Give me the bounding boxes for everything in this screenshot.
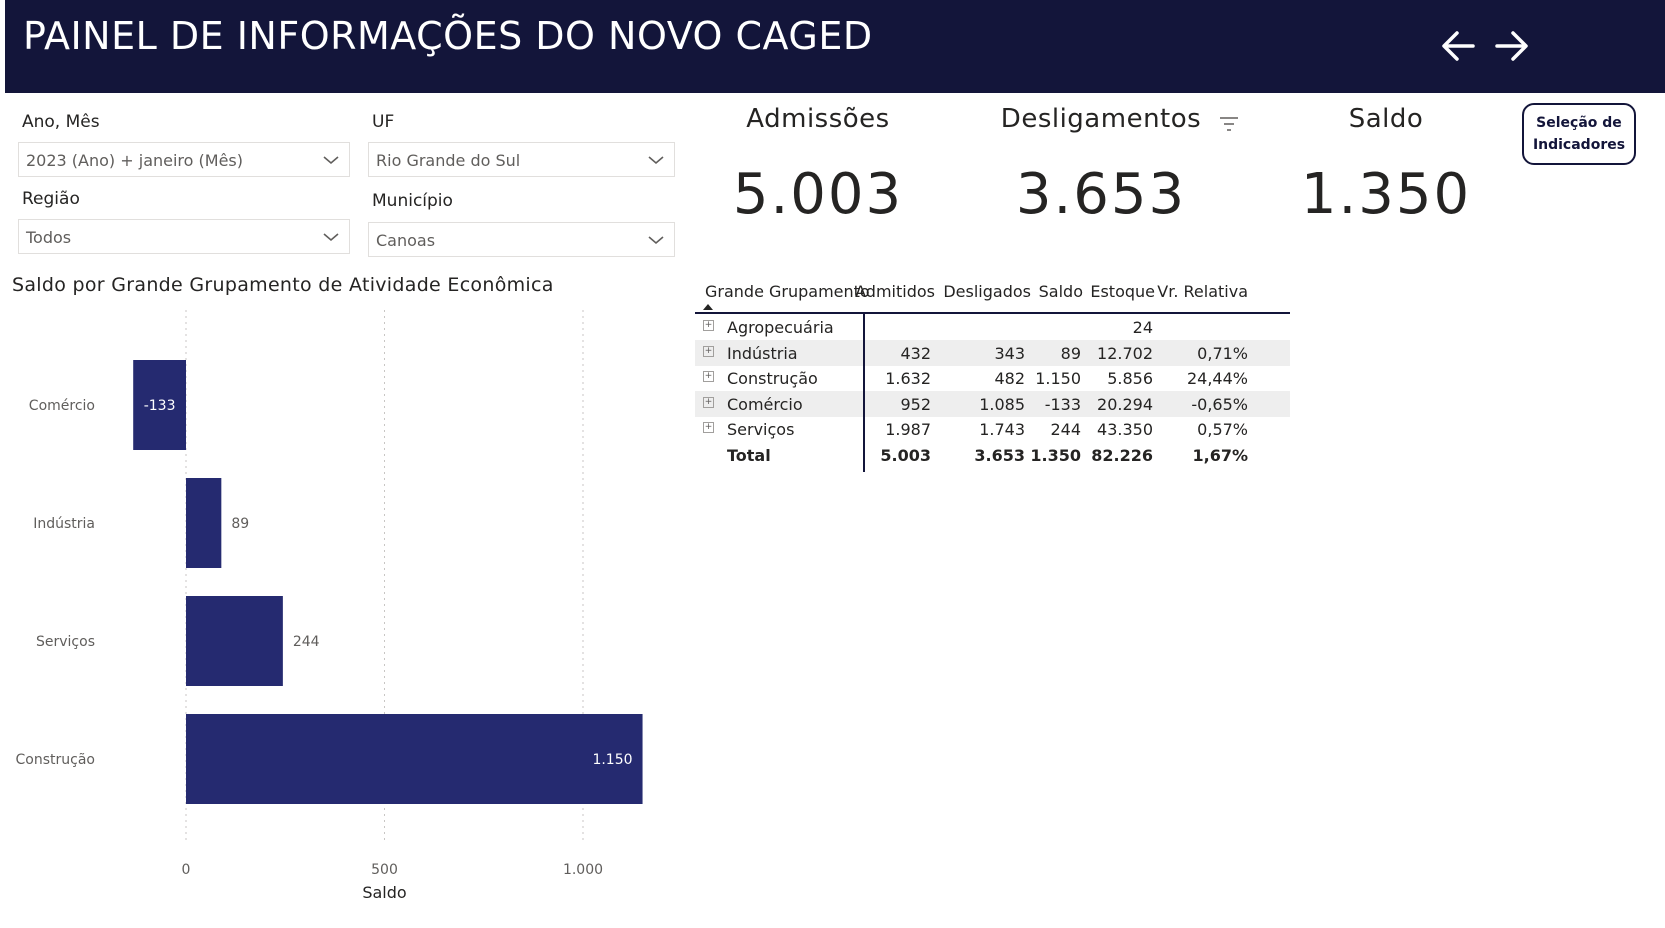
cell-estoque: 20.294	[1097, 394, 1153, 414]
row-label: Indústria	[727, 343, 798, 363]
total-desligados: 3.653	[974, 445, 1025, 465]
x-axis-title: Saldo	[362, 883, 407, 902]
desligamentos-kpi-value: 3.653	[1015, 162, 1187, 227]
matrix-header-3[interactable]: Saldo	[1038, 282, 1083, 301]
regiao-label: Região	[22, 189, 80, 209]
plus-square-icon[interactable]: +	[704, 345, 713, 356]
category-label: Indústria	[33, 516, 95, 532]
cell-desligados: 1.085	[979, 394, 1025, 414]
table-row	[695, 416, 1290, 442]
matrix-row-divider	[863, 314, 865, 472]
cell-saldo: 1.150	[1035, 369, 1081, 388]
bar	[186, 596, 283, 686]
page-title: PAINEL DE INFORMAÇÕES DO NOVO CAGED	[23, 14, 873, 58]
plus-square-icon[interactable]: +	[704, 422, 713, 432]
matrix-header-0[interactable]: Grande Grupamento	[705, 282, 870, 301]
chart-bars	[133, 360, 642, 804]
total-saldo: 1.350	[1030, 445, 1081, 465]
bar	[186, 714, 643, 804]
selecao-indicadores-button[interactable]	[1522, 103, 1636, 165]
category-label: Comércio	[28, 398, 95, 414]
cell-estoque: 24	[1132, 318, 1153, 337]
cell-vr: -0,65%	[1191, 394, 1248, 414]
filter-icon[interactable]	[1218, 114, 1240, 134]
plus-square-icon[interactable]: +	[704, 396, 713, 407]
ano-mes-dropdown[interactable]	[18, 142, 350, 177]
ano-mes-value: 2023 (Ano) + janeiro (Mês)	[26, 151, 243, 170]
uf-value: Rio Grande do Sul	[376, 151, 521, 170]
total-estoque: 82.226	[1091, 445, 1153, 465]
regiao-dropdown[interactable]	[18, 219, 350, 254]
cell-vr: 0,71%	[1197, 343, 1248, 363]
data-label: 89	[231, 516, 250, 532]
desligamentos-kpi-label: Desligamentos	[1000, 104, 1202, 134]
uf-dropdown[interactable]	[368, 142, 675, 177]
table-row	[695, 340, 1290, 366]
sort-ascending-icon[interactable]	[703, 304, 713, 310]
saldo-kpi-value: 1.350	[1300, 162, 1472, 227]
row-label: Serviços	[727, 420, 795, 439]
row-label: Construção	[727, 369, 818, 388]
municipio-value: Canoas	[376, 231, 436, 250]
total-row	[695, 442, 1290, 468]
matrix-header-row	[695, 278, 1290, 304]
admissoes-kpi-value: 5.003	[732, 162, 904, 227]
matrix-header-4[interactable]: Estoque	[1090, 282, 1155, 301]
data-label: 1.150	[592, 752, 633, 768]
table-row	[695, 314, 1290, 340]
chevron-down-icon	[646, 150, 666, 170]
chart-title: Saldo por Grande Grupamento de Atividade Econômica	[12, 274, 554, 296]
plus-square-icon[interactable]: +	[704, 320, 713, 330]
cell-estoque: 12.702	[1097, 343, 1153, 363]
cell-saldo: 89	[1060, 343, 1081, 363]
category-label: Serviços	[36, 634, 95, 650]
cell-desligados: 343	[994, 343, 1025, 363]
total-label: Total	[727, 445, 771, 465]
row-label: Comércio	[727, 394, 803, 414]
selecao-button-line1: Seleção de	[1536, 115, 1622, 131]
table-row	[695, 365, 1290, 391]
cell-estoque: 43.350	[1097, 420, 1153, 439]
table-row	[695, 391, 1290, 417]
cell-estoque: 5.856	[1107, 369, 1153, 388]
municipio-dropdown[interactable]	[368, 222, 675, 257]
data-label: -133	[143, 398, 176, 414]
plus-square-icon[interactable]: +	[704, 371, 713, 381]
forward-button[interactable]	[1489, 24, 1533, 68]
cell-admitidos: 1.987	[885, 420, 931, 439]
ano-mes-label: Ano, Mês	[22, 112, 100, 132]
x-tick-label: 1.000	[562, 862, 604, 878]
regiao-value: Todos	[26, 228, 72, 247]
municipio-label: Município	[372, 191, 453, 211]
report-header	[5, 0, 1665, 93]
bar	[186, 478, 221, 568]
total-vr: 1,67%	[1192, 445, 1248, 465]
data-label: 244	[292, 634, 320, 650]
cell-admitidos: 432	[900, 343, 931, 363]
back-button[interactable]	[1437, 24, 1481, 68]
chevron-down-icon	[646, 230, 666, 250]
uf-label: UF	[372, 112, 395, 132]
selecao-button-line2: Indicadores	[1532, 137, 1626, 153]
category-label: Construção	[15, 752, 95, 768]
x-tick-label: 0	[181, 862, 191, 878]
chevron-down-icon	[321, 150, 341, 170]
matrix-header-5[interactable]: Vr. Relativa	[1157, 282, 1248, 301]
cell-vr: 0,57%	[1197, 420, 1248, 439]
admissoes-kpi-label: Admissões	[746, 104, 890, 134]
arrow-right-icon	[1489, 24, 1533, 68]
cell-admitidos: 952	[900, 394, 931, 414]
matrix-header-1[interactable]: Admitidos	[855, 282, 935, 301]
x-tick-label: 500	[371, 862, 398, 878]
saldo-bar-chart	[0, 300, 660, 915]
saldo-kpi-label: Saldo	[1348, 104, 1424, 134]
arrow-left-icon	[1437, 24, 1481, 68]
matrix-header-divider	[695, 312, 1290, 314]
cell-vr: 24,44%	[1186, 369, 1248, 388]
cell-admitidos: 1.632	[885, 369, 931, 388]
chart-labels	[16, 398, 633, 902]
total-admitidos: 5.003	[880, 445, 931, 465]
cell-saldo: 244	[1050, 420, 1081, 439]
cell-desligados: 482	[994, 369, 1025, 388]
row-label: Agropecuária	[727, 318, 834, 337]
matrix-header-2[interactable]: Desligados	[943, 282, 1031, 301]
cell-desligados: 1.743	[979, 420, 1025, 439]
chevron-down-icon	[321, 227, 341, 247]
cell-saldo: -133	[1044, 394, 1081, 414]
